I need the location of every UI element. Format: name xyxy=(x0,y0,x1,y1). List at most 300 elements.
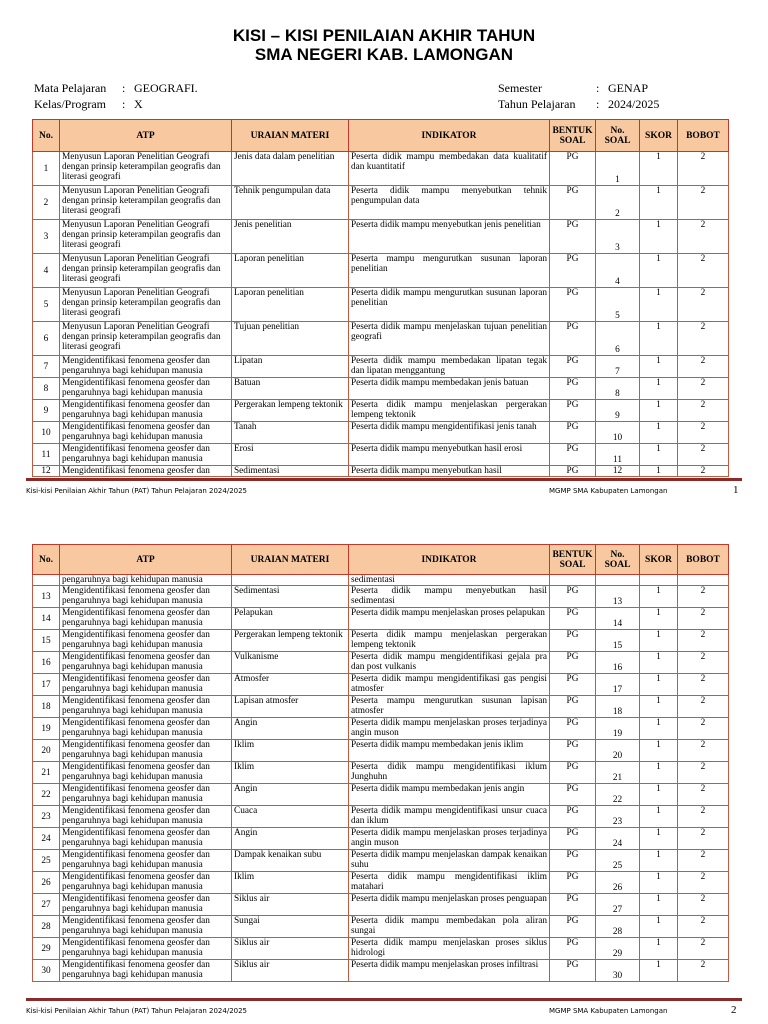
cell-atp: Mengidentifikasi fenomena geosfer dan pengaruhnya bagi kehidupan manusia xyxy=(60,960,232,982)
col-header-no: No. xyxy=(33,120,60,152)
table-row xyxy=(33,586,729,608)
cell-bobot xyxy=(678,575,729,586)
cell-nosoal: 29 xyxy=(596,938,640,960)
cell-skor: 1 xyxy=(640,740,678,762)
cell-atp: Mengidentifikasi fenomena geosfer dan pengaruhnya bagi kehidupan manusia xyxy=(60,784,232,806)
cell-bentuk: PG xyxy=(550,718,596,740)
cell-materi: Dampak kenaikan subu xyxy=(232,850,349,872)
cell-nosoal: 1 xyxy=(596,152,640,186)
cell-no: 3 xyxy=(33,220,60,254)
cell-bobot: 2 xyxy=(678,630,729,652)
cell-no: 4 xyxy=(33,254,60,288)
cell-atp: Mengidentifikasi fenomena geosfer dan pengaruhnya bagi kehidupan manusia xyxy=(60,674,232,696)
table-row xyxy=(33,254,729,288)
cell-bentuk xyxy=(550,575,596,586)
cell-indikator: Peserta didik mampu membedakan data kualitatif dan kuantitatif xyxy=(349,152,550,186)
cell-bentuk: PG xyxy=(550,422,596,444)
cell-no: 19 xyxy=(33,718,60,740)
cell-skor: 1 xyxy=(640,784,678,806)
cell-no: 13 xyxy=(33,586,60,608)
cell-no xyxy=(33,575,60,586)
cell-skor xyxy=(640,575,678,586)
cell-atp: Mengidentifikasi fenomena geosfer dan pengaruhnya bagi kehidupan manusia xyxy=(60,400,232,422)
cell-no: 25 xyxy=(33,850,60,872)
cell-atp: Mengidentifikasi fenomena geosfer dan xyxy=(60,466,232,477)
cell-bentuk: PG xyxy=(550,630,596,652)
cell-skor: 1 xyxy=(640,872,678,894)
mapel-label: Mata Pelajaran xyxy=(34,81,107,95)
cell-bobot: 2 xyxy=(678,378,729,400)
cell-indikator: Peserta didik mampu menjelaskan proses terjadinya angin muson xyxy=(349,718,550,740)
cell-atp: Menyusun Laporan Penelitian Geografi dengan prinsip keterampilan geografis dan literasi geografi xyxy=(60,288,232,322)
cell-atp: Menyusun Laporan Penelitian Geografi dengan prinsip keterampilan geografis dan literasi geografi xyxy=(60,254,232,288)
cell-atp: Mengidentifikasi fenomena geosfer dan pengaruhnya bagi kehidupan manusia xyxy=(60,872,232,894)
cell-atp: Mengidentifikasi fenomena geosfer dan pengaruhnya bagi kehidupan manusia xyxy=(60,718,232,740)
col-header-indikator: INDIKATOR xyxy=(349,120,550,152)
cell-atp: Menyusun Laporan Penelitian Geografi dengan prinsip keterampilan geografis dan literasi geografi xyxy=(60,152,232,186)
cell-bentuk: PG xyxy=(550,444,596,466)
colon: : xyxy=(596,81,600,95)
cell-skor: 1 xyxy=(640,674,678,696)
table-row xyxy=(33,356,729,378)
table-row xyxy=(33,762,729,784)
cell-bobot: 2 xyxy=(678,806,729,828)
table-row xyxy=(33,674,729,696)
cell-nosoal: 26 xyxy=(596,872,640,894)
table-row xyxy=(33,828,729,850)
cell-skor: 1 xyxy=(640,254,678,288)
cell-bobot: 2 xyxy=(678,466,729,477)
col-header-bobot: BOBOT xyxy=(678,545,729,575)
cell-bentuk: PG xyxy=(550,322,596,356)
kisi-table-page1 xyxy=(32,119,729,477)
cell-bentuk: PG xyxy=(550,356,596,378)
footer-left: Kisi-kisi Penilaian Akhir Tahun (PAT) Tahun Pelajaran 2024/2025 xyxy=(26,487,248,495)
cell-indikator: Peserta didik mampu menjelaskan proses siklus hidrologi xyxy=(349,938,550,960)
cell-skor: 1 xyxy=(640,608,678,630)
cell-bobot: 2 xyxy=(678,186,729,220)
cell-no: 6 xyxy=(33,322,60,356)
cell-no: 11 xyxy=(33,444,60,466)
cell-atp: Mengidentifikasi fenomena geosfer dan pengaruhnya bagi kehidupan manusia xyxy=(60,806,232,828)
cell-atp: Mengidentifikasi fenomena geosfer dan pengaruhnya bagi kehidupan manusia xyxy=(60,850,232,872)
cell-materi: Lipatan xyxy=(232,356,349,378)
cell-no: 8 xyxy=(33,378,60,400)
cell-bobot: 2 xyxy=(678,444,729,466)
cell-atp: Mengidentifikasi fenomena geosfer dan pengaruhnya bagi kehidupan manusia xyxy=(60,762,232,784)
cell-bobot: 2 xyxy=(678,784,729,806)
cell-nosoal: 8 xyxy=(596,378,640,400)
cell-skor: 1 xyxy=(640,916,678,938)
cell-materi: Iklim xyxy=(232,762,349,784)
cell-no: 21 xyxy=(33,762,60,784)
table-row xyxy=(33,652,729,674)
kisi-table-page2 xyxy=(32,544,729,982)
cell-bentuk: PG xyxy=(550,784,596,806)
table-row xyxy=(33,422,729,444)
cell-nosoal: 27 xyxy=(596,894,640,916)
cell-indikator: Peserta mampu mengurutkan susunan lapisan atmosfer xyxy=(349,696,550,718)
cell-indikator: Peserta didik mampu menjelaskan proses terjadinya angin muson xyxy=(349,828,550,850)
cell-no: 1 xyxy=(33,152,60,186)
cell-bobot: 2 xyxy=(678,916,729,938)
cell-no: 18 xyxy=(33,696,60,718)
cell-bentuk: PG xyxy=(550,674,596,696)
cell-materi: Laporan penelitian xyxy=(232,254,349,288)
document-title-line2: SMA NEGERI KAB. LAMONGAN xyxy=(254,45,514,64)
cell-atp: Mengidentifikasi fenomena geosfer dan pengaruhnya bagi kehidupan manusia xyxy=(60,608,232,630)
cell-nosoal: 2 xyxy=(596,186,640,220)
cell-nosoal: 3 xyxy=(596,220,640,254)
cell-no: 22 xyxy=(33,784,60,806)
table-row xyxy=(33,894,729,916)
cell-nosoal: 16 xyxy=(596,652,640,674)
cell-nosoal: 17 xyxy=(596,674,640,696)
cell-nosoal: 28 xyxy=(596,916,640,938)
cell-bobot: 2 xyxy=(678,322,729,356)
cell-atp: Mengidentifikasi fenomena geosfer dan pengaruhnya bagi kehidupan manusia xyxy=(60,696,232,718)
cell-nosoal: 13 xyxy=(596,586,640,608)
cell-bobot: 2 xyxy=(678,608,729,630)
cell-indikator: Peserta didik mampu mengidentifikasi gas pengisi atmosfer xyxy=(349,674,550,696)
cell-materi: Jenis data dalam penelitian xyxy=(232,152,349,186)
cell-skor: 1 xyxy=(640,850,678,872)
cell-no: 26 xyxy=(33,872,60,894)
col-header-skor: SKOR xyxy=(640,545,678,575)
cell-materi: Tujuan penelitian xyxy=(232,322,349,356)
cell-skor: 1 xyxy=(640,378,678,400)
cell-no: 15 xyxy=(33,630,60,652)
col-header-materi: URAIAN MATERI xyxy=(232,120,349,152)
cell-atp: Mengidentifikasi fenomena geosfer dan pengaruhnya bagi kehidupan manusia xyxy=(60,828,232,850)
kelas-value: X xyxy=(134,97,143,111)
table-row xyxy=(33,378,729,400)
cell-materi: Vulkanisme xyxy=(232,652,349,674)
cell-nosoal: 25 xyxy=(596,850,640,872)
cell-indikator: Peserta didik mampu menyebutkan jenis penelitian xyxy=(349,220,550,254)
col-header-bobot: BOBOT xyxy=(678,120,729,152)
cell-atp: Mengidentifikasi fenomena geosfer dan pengaruhnya bagi kehidupan manusia xyxy=(60,740,232,762)
cell-no: 30 xyxy=(33,960,60,982)
cell-skor: 1 xyxy=(640,288,678,322)
cell-materi: Pergerakan lempeng tektonik xyxy=(232,630,349,652)
cell-bobot: 2 xyxy=(678,674,729,696)
table-row xyxy=(33,806,729,828)
cell-materi: Iklim xyxy=(232,740,349,762)
col-header-no: No. xyxy=(33,545,60,575)
cell-nosoal: 15 xyxy=(596,630,640,652)
col-header-indikator: INDIKATOR xyxy=(349,545,550,575)
cell-materi: Sedimentasi xyxy=(232,466,349,477)
table-row xyxy=(33,960,729,982)
cell-bobot: 2 xyxy=(678,586,729,608)
cell-bentuk: PG xyxy=(550,152,596,186)
cell-bobot: 2 xyxy=(678,152,729,186)
cell-materi: Siklus air xyxy=(232,894,349,916)
cell-skor: 1 xyxy=(640,220,678,254)
table-row xyxy=(33,740,729,762)
cell-atp: Mengidentifikasi fenomena geosfer dan pengaruhnya bagi kehidupan manusia xyxy=(60,444,232,466)
cell-skor: 1 xyxy=(640,718,678,740)
table-row xyxy=(33,400,729,422)
cell-bobot: 2 xyxy=(678,400,729,422)
cell-bentuk: PG xyxy=(550,696,596,718)
cell-nosoal: 14 xyxy=(596,608,640,630)
col-header-nosoal: No. SOAL xyxy=(596,120,640,152)
cell-bobot: 2 xyxy=(678,220,729,254)
table-row xyxy=(33,288,729,322)
cell-nosoal: 21 xyxy=(596,762,640,784)
cell-indikator: Peserta didik mampu menjelaskan dampak kenaikan suhu xyxy=(349,850,550,872)
cell-indikator: Peserta didik mampu mengidentifikasi iklum Junghuhn xyxy=(349,762,550,784)
cell-skor: 1 xyxy=(640,960,678,982)
cell-atp: Mengidentifikasi fenomena geosfer dan pengaruhnya bagi kehidupan manusia xyxy=(60,378,232,400)
cell-skor: 1 xyxy=(640,806,678,828)
footer-left: Kisi-kisi Penilaian Akhir Tahun (PAT) Tahun Pelajaran 2024/2025 xyxy=(26,1007,248,1015)
cell-bentuk: PG xyxy=(550,220,596,254)
cell-no: 10 xyxy=(33,422,60,444)
col-header-bentuk: BENTUK SOAL xyxy=(550,545,596,575)
cell-nosoal: 5 xyxy=(596,288,640,322)
footer-right: MGMP SMA Kabupaten Lamongan xyxy=(549,487,668,495)
cell-atp: Menyusun Laporan Penelitian Geografi dengan prinsip keterampilan geografis dan literasi geografi xyxy=(60,322,232,356)
semester-label: Semester xyxy=(498,81,542,95)
cell-indikator: sedimentasi xyxy=(349,575,550,586)
cell-bentuk: PG xyxy=(550,806,596,828)
page-number: 2 xyxy=(731,1004,737,1016)
cell-bentuk: PG xyxy=(550,762,596,784)
cell-indikator: Peserta didik mampu menjelaskan tujuan penelitian geografi xyxy=(349,322,550,356)
cell-skor: 1 xyxy=(640,586,678,608)
cell-nosoal: 18 xyxy=(596,696,640,718)
cell-materi: Batuan xyxy=(232,378,349,400)
col-header-materi: URAIAN MATERI xyxy=(232,545,349,575)
cell-skor: 1 xyxy=(640,422,678,444)
cell-indikator: Peserta didik mampu membedakan lipatan tegak dan lipatan menggantung xyxy=(349,356,550,378)
cell-nosoal: 12 xyxy=(596,466,640,477)
cell-indikator: Peserta didik mampu menjelaskan pergerakan lempeng tektonik xyxy=(349,630,550,652)
table-row xyxy=(33,186,729,220)
cell-materi xyxy=(232,575,349,586)
cell-bentuk: PG xyxy=(550,740,596,762)
cell-bobot: 2 xyxy=(678,652,729,674)
cell-no: 16 xyxy=(33,652,60,674)
cell-materi: Lapisan atmosfer xyxy=(232,696,349,718)
cell-indikator: Peserta didik mampu mengidentifikasi iklim matahari xyxy=(349,872,550,894)
table-row xyxy=(33,466,729,477)
cell-indikator: Peserta didik mampu menjelaskan pergerakan lempeng tektonik xyxy=(349,400,550,422)
cell-bobot: 2 xyxy=(678,696,729,718)
cell-skor: 1 xyxy=(640,630,678,652)
cell-materi: Siklus air xyxy=(232,938,349,960)
cell-indikator: Peserta didik mampu menjelaskan proses penguapan xyxy=(349,894,550,916)
cell-no: 23 xyxy=(33,806,60,828)
cell-bentuk: PG xyxy=(550,586,596,608)
cell-bobot: 2 xyxy=(678,254,729,288)
cell-nosoal: 7 xyxy=(596,356,640,378)
page-number: 1 xyxy=(733,484,739,496)
cell-atp: Menyusun Laporan Penelitian Geografi dengan prinsip keterampilan geografis dan literasi geografi xyxy=(60,186,232,220)
cell-atp: Mengidentifikasi fenomena geosfer dan pengaruhnya bagi kehidupan manusia xyxy=(60,938,232,960)
cell-bobot: 2 xyxy=(678,422,729,444)
table-row xyxy=(33,916,729,938)
cell-nosoal: 20 xyxy=(596,740,640,762)
cell-atp: Mengidentifikasi fenomena geosfer dan pengaruhnya bagi kehidupan manusia xyxy=(60,916,232,938)
table-row xyxy=(33,220,729,254)
table-row xyxy=(33,872,729,894)
cell-no: 2 xyxy=(33,186,60,220)
cell-bobot: 2 xyxy=(678,718,729,740)
cell-skor: 1 xyxy=(640,762,678,784)
cell-indikator: Peserta mampu mengurutkan susunan laporan penelitian xyxy=(349,254,550,288)
cell-indikator: Peserta didik mampu membedakan jenis angin xyxy=(349,784,550,806)
cell-indikator: Peserta didik mampu membedakan jenis iklim xyxy=(349,740,550,762)
tahun-value: 2024/2025 xyxy=(608,97,660,111)
cell-atp: Mengidentifikasi fenomena geosfer dan pengaruhnya bagi kehidupan manusia xyxy=(60,894,232,916)
cell-bentuk: PG xyxy=(550,828,596,850)
table-row xyxy=(33,784,729,806)
table-row xyxy=(33,608,729,630)
cell-nosoal: 9 xyxy=(596,400,640,422)
cell-materi: Pergerakan lempeng tektonik xyxy=(232,400,349,422)
cell-bobot: 2 xyxy=(678,740,729,762)
cell-no: 20 xyxy=(33,740,60,762)
mapel-value: GEOGRAFI. xyxy=(134,81,198,95)
footer-right: MGMP SMA Kabupaten Lamongan xyxy=(549,1007,668,1015)
cell-nosoal: 4 xyxy=(596,254,640,288)
cell-bentuk: PG xyxy=(550,850,596,872)
cell-bentuk: PG xyxy=(550,254,596,288)
cell-bentuk: PG xyxy=(550,872,596,894)
col-header-atp: ATP xyxy=(60,545,232,575)
cell-indikator: Peserta didik mampu mengidentifikasi jenis tanah xyxy=(349,422,550,444)
cell-atp: Menyusun Laporan Penelitian Geografi dengan prinsip keterampilan geografis dan literasi geografi xyxy=(60,220,232,254)
cell-skor: 1 xyxy=(640,186,678,220)
cell-bentuk: PG xyxy=(550,652,596,674)
cell-no: 9 xyxy=(33,400,60,422)
cell-skor: 1 xyxy=(640,322,678,356)
cell-bentuk: PG xyxy=(550,960,596,982)
cell-atp: pengaruhnya bagi kehidupan manusia xyxy=(60,575,232,586)
table-row xyxy=(33,630,729,652)
cell-nosoal: 23 xyxy=(596,806,640,828)
cell-bentuk: PG xyxy=(550,466,596,477)
cell-indikator: Peserta didik mampu membedakan jenis batuan xyxy=(349,378,550,400)
cell-indikator: Peserta didik mampu menjelaskan proses pelapukan xyxy=(349,608,550,630)
cell-bentuk: PG xyxy=(550,378,596,400)
cell-materi: Tanah xyxy=(232,422,349,444)
cell-bentuk: PG xyxy=(550,916,596,938)
cell-materi: Pelapukan xyxy=(232,608,349,630)
cell-materi: Erosi xyxy=(232,444,349,466)
cell-nosoal: 6 xyxy=(596,322,640,356)
table-row-continuation xyxy=(33,575,729,586)
cell-bobot: 2 xyxy=(678,288,729,322)
cell-no: 12 xyxy=(33,466,60,477)
table-row xyxy=(33,152,729,186)
cell-indikator: Peserta didik mampu mengidentifikasi gejala pra dan post vulkanis xyxy=(349,652,550,674)
cell-indikator: Peserta didik mampu menyebutkan hasil sedimentasi xyxy=(349,586,550,608)
cell-skor: 1 xyxy=(640,894,678,916)
col-header-skor: SKOR xyxy=(640,120,678,152)
colon: : xyxy=(122,97,126,111)
cell-indikator: Peserta didik mampu mengidentifikasi unsur cuaca dan iklum xyxy=(349,806,550,828)
cell-bobot: 2 xyxy=(678,850,729,872)
col-header-atp: ATP xyxy=(60,120,232,152)
cell-materi: Cuaca xyxy=(232,806,349,828)
cell-no: 28 xyxy=(33,916,60,938)
cell-skor: 1 xyxy=(640,696,678,718)
cell-nosoal: 10 xyxy=(596,422,640,444)
meta-right xyxy=(496,79,661,113)
cell-bentuk: PG xyxy=(550,894,596,916)
cell-atp: Mengidentifikasi fenomena geosfer dan pengaruhnya bagi kehidupan manusia xyxy=(60,652,232,674)
cell-bentuk: PG xyxy=(550,186,596,220)
table-row xyxy=(33,696,729,718)
tahun-label: Tahun Pelajaran xyxy=(498,97,576,111)
cell-indikator: Peserta didik mampu menyebutkan hasil erosi xyxy=(349,444,550,466)
cell-bobot: 2 xyxy=(678,960,729,982)
cell-bobot: 2 xyxy=(678,828,729,850)
cell-bentuk: PG xyxy=(550,608,596,630)
cell-skor: 1 xyxy=(640,938,678,960)
document-title-line1: KISI – KISI PENILAIAN AKHIR TAHUN xyxy=(232,26,536,45)
footer-bar xyxy=(26,998,742,1001)
cell-nosoal xyxy=(596,575,640,586)
kelas-label: Kelas/Program xyxy=(34,97,106,111)
cell-bobot: 2 xyxy=(678,762,729,784)
cell-indikator: Peserta didik mampu menyebutkan tehnik pengumpulan data xyxy=(349,186,550,220)
cell-nosoal: 24 xyxy=(596,828,640,850)
meta-left xyxy=(32,79,200,113)
cell-atp: Mengidentifikasi fenomena geosfer dan pengaruhnya bagi kehidupan manusia xyxy=(60,356,232,378)
cell-skor: 1 xyxy=(640,444,678,466)
footer-bar xyxy=(26,478,742,481)
cell-atp: Mengidentifikasi fenomena geosfer dan pengaruhnya bagi kehidupan manusia xyxy=(60,422,232,444)
table-row xyxy=(33,850,729,872)
cell-materi: Angin xyxy=(232,718,349,740)
cell-materi: Laporan penelitian xyxy=(232,288,349,322)
cell-no: 27 xyxy=(33,894,60,916)
cell-no: 7 xyxy=(33,356,60,378)
cell-nosoal: 30 xyxy=(596,960,640,982)
cell-bentuk: PG xyxy=(550,938,596,960)
colon: : xyxy=(122,81,126,95)
cell-materi: Tehnik pengumpulan data xyxy=(232,186,349,220)
cell-skor: 1 xyxy=(640,652,678,674)
cell-indikator: Peserta didik mampu membedakan pola aliran sungai xyxy=(349,916,550,938)
table-row xyxy=(33,322,729,356)
cell-indikator: Peserta didik mampu menjelaskan proses infiltrasi xyxy=(349,960,550,982)
col-header-nosoal: No. SOAL xyxy=(596,545,640,575)
cell-no: 17 xyxy=(33,674,60,696)
cell-indikator: Peserta didik mampu menyebutkan hasil xyxy=(349,466,550,477)
cell-no: 29 xyxy=(33,938,60,960)
cell-indikator: Peserta didik mampu mengurutkan susunan laporan penelitian xyxy=(349,288,550,322)
cell-bobot: 2 xyxy=(678,872,729,894)
cell-materi: Sungai xyxy=(232,916,349,938)
cell-materi: Angin xyxy=(232,828,349,850)
cell-atp: Mengidentifikasi fenomena geosfer dan pengaruhnya bagi kehidupan manusia xyxy=(60,630,232,652)
cell-materi: Atmosfer xyxy=(232,674,349,696)
table-row xyxy=(33,938,729,960)
cell-bobot: 2 xyxy=(678,356,729,378)
colon: : xyxy=(596,97,600,111)
cell-materi: Siklus air xyxy=(232,960,349,982)
cell-materi: Sedimentasi xyxy=(232,586,349,608)
table-row xyxy=(33,444,729,466)
cell-skor: 1 xyxy=(640,828,678,850)
